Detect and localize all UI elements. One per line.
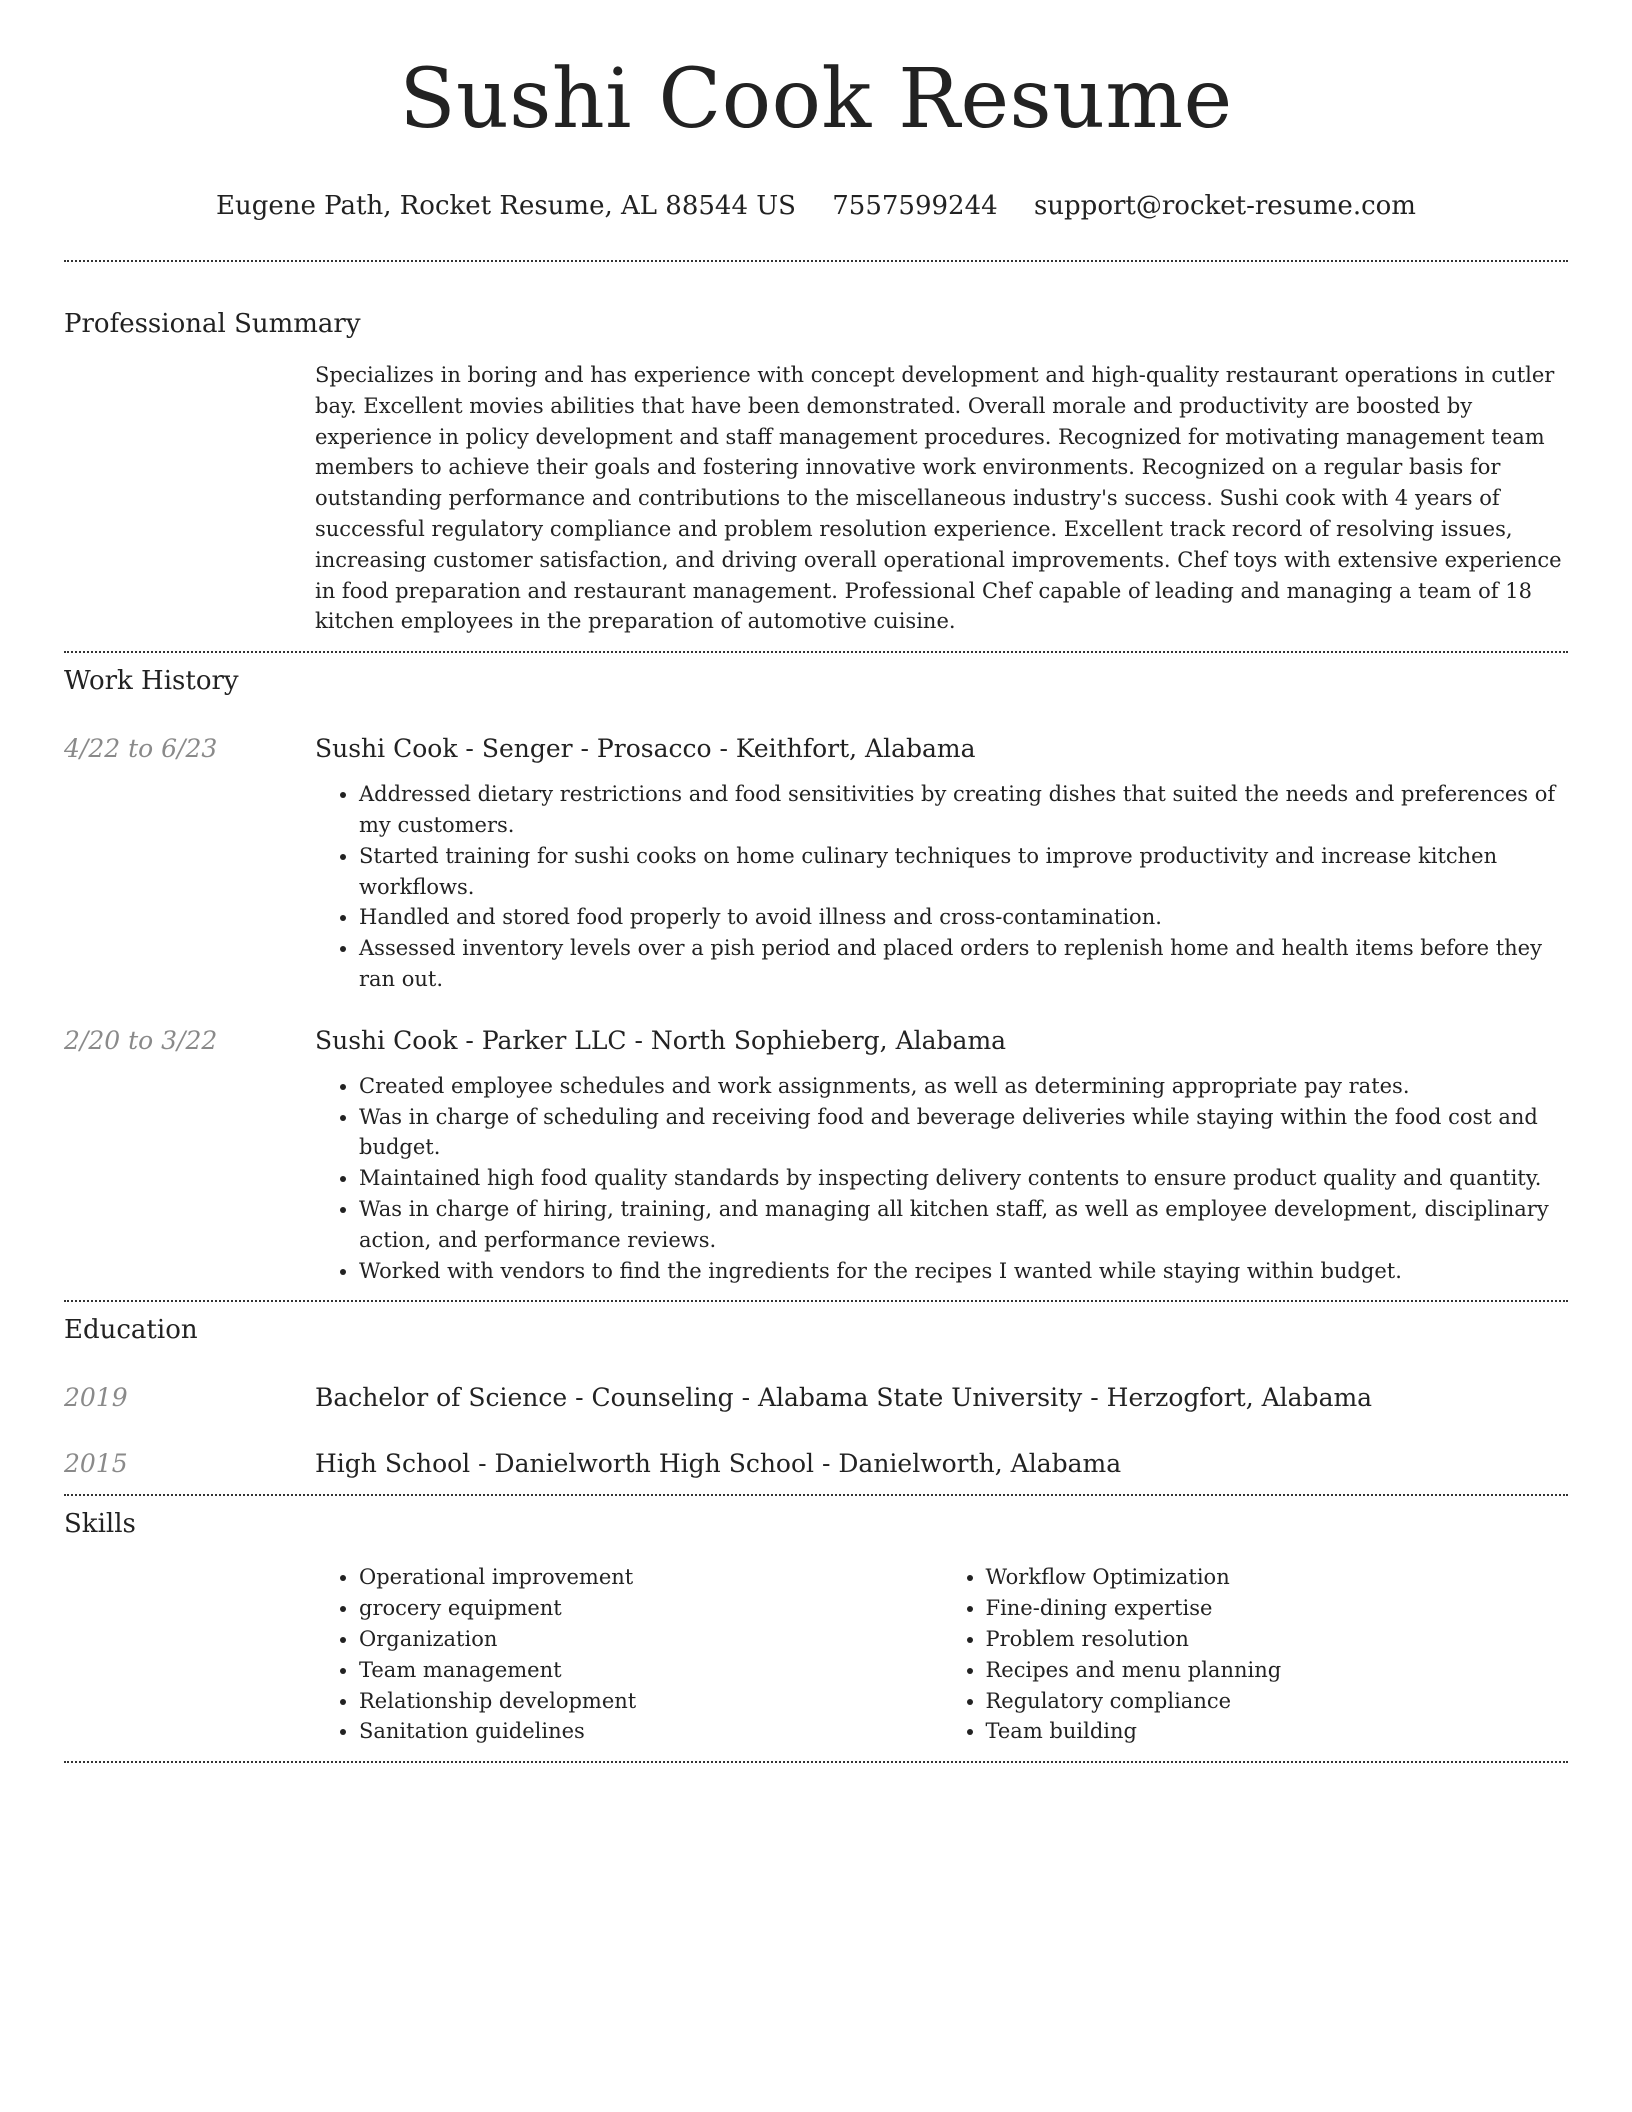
skills-column-right — [942, 1562, 1569, 1747]
divider — [64, 1761, 1568, 1763]
professional-summary-section — [64, 262, 1568, 651]
job-bullet: • Maintained high food quality standards by inspecting delivery contents to ensure product quality and quantity. — [359, 1163, 1568, 1194]
education-year: 2019 — [64, 1383, 128, 1413]
section-heading-work: Work History — [64, 666, 239, 697]
resume-title: Sushi Cook Resume — [399, 52, 1233, 147]
contact-address: Eugene Path, Rocket Resume, AL 88544 US — [216, 191, 796, 221]
job-dates: 2/20 to 3/22 — [64, 1025, 218, 1055]
job-bullet: • Worked with vendors to find the ingredients for the recipes I wanted while staying within budget. — [359, 1256, 1568, 1287]
education-detail — [315, 1380, 1372, 1416]
skill-item: • Fine-dining expertise — [986, 1593, 1569, 1624]
contact-email: support@rocket-resume.com — [1033, 191, 1416, 221]
contact-phone: 7557599244 — [832, 191, 998, 221]
job-bullet: • Handled and stored food properly to avoid illness and cross-contamination. — [359, 902, 1568, 933]
job-bullets — [315, 1071, 1568, 1287]
job-title: Sushi Cook - Parker LLC - North Sophieberg, Alabama — [315, 1025, 1007, 1055]
education-section — [64, 1302, 1568, 1494]
education-detail — [315, 1446, 1121, 1482]
job-body — [315, 731, 1568, 995]
skill-item: • Operational improvement — [359, 1562, 942, 1593]
education-school: - Danielworth High School - Danielworth, Alabama — [470, 1449, 1122, 1479]
education-degree: Bachelor of Science - Counseling — [315, 1383, 734, 1413]
skill-item: • Problem resolution — [986, 1624, 1569, 1655]
education-year: 2015 — [64, 1449, 128, 1479]
job-entry — [64, 1023, 1568, 1287]
education-degree: High School — [315, 1449, 471, 1479]
skill-item: • Team building — [986, 1716, 1569, 1747]
skills-grid — [315, 1562, 1568, 1761]
summary-text: Specializes in boring and has experience with concept development and high-quality restaurant operations in cutler bay. Excellent movies abilities that have been demonstrated. Overall morale and productivity are boosted by experience in policy development and staff management procedures. Recognized for motivating management team members to achieve their goals and fostering innovative work environments. Recognized on a regular basis for outstanding performance and contributions to the miscellaneous industry's success. Sushi cook with 4 years of successful regulatory compliance and problem resolution experience. Excellent track record of resolving issues, increasing customer satisfaction, and driving overall operational improvements. Chef toys with extensive experience in food preparation and restaurant management. Professional Chef capable of leading and managing a team of 18 kitchen employees in the preparation of automotive cuisine. — [315, 363, 1562, 634]
skill-item: • Regulatory compliance — [986, 1686, 1569, 1717]
section-heading-summary: Professional Summary — [64, 309, 361, 339]
education-school: - Alabama State University - Herzogfort, Alabama — [733, 1383, 1373, 1413]
skill-item: • grocery equipment — [359, 1593, 942, 1624]
job-body — [315, 1023, 1568, 1287]
job-bullets — [315, 779, 1568, 995]
job-bullet: • Assessed inventory levels over a pish period and placed orders to replenish home and health items before they ran out. — [359, 933, 1568, 995]
skill-item: • Organization — [359, 1624, 942, 1655]
job-bullet: • Addressed dietary restrictions and food sensitivities by creating dishes that suited the needs and preferences of my customers. — [359, 779, 1568, 841]
contact-line — [64, 188, 1568, 224]
skills-section — [64, 1496, 1568, 1761]
skill-item: • Workflow Optimization — [986, 1562, 1569, 1593]
job-bullet: • Was in charge of scheduling and receiving food and beverage deliveries while staying within the food cost and budget. — [359, 1102, 1568, 1164]
education-entry — [64, 1380, 1568, 1416]
section-heading-skills: Skills — [64, 1509, 136, 1540]
section-heading-education: Education — [64, 1315, 198, 1346]
job-entry — [64, 731, 1568, 995]
job-dates: 4/22 to 6/23 — [64, 734, 218, 764]
skill-item: • Team management — [359, 1655, 942, 1686]
skill-item: • Recipes and menu planning — [986, 1655, 1569, 1686]
job-bullet: • Started training for sushi cooks on home culinary techniques to improve productivity and increase kitchen workflows. — [359, 841, 1568, 903]
skill-item: • Relationship development — [359, 1686, 942, 1717]
job-bullet: • Was in charge of hiring, training, and managing all kitchen staff, as well as employee development, disciplinary action, and performance reviews. — [359, 1194, 1568, 1256]
work-history-section — [64, 653, 1568, 1300]
job-title: Sushi Cook - Senger - Prosacco - Keithfort, Alabama — [315, 734, 976, 764]
education-entry — [64, 1446, 1568, 1482]
skill-item: • Sanitation guidelines — [359, 1716, 942, 1747]
skills-column-left — [315, 1562, 942, 1747]
job-bullet: • Created employee schedules and work assignments, as well as determining appropriate pay rates. — [359, 1071, 1568, 1102]
